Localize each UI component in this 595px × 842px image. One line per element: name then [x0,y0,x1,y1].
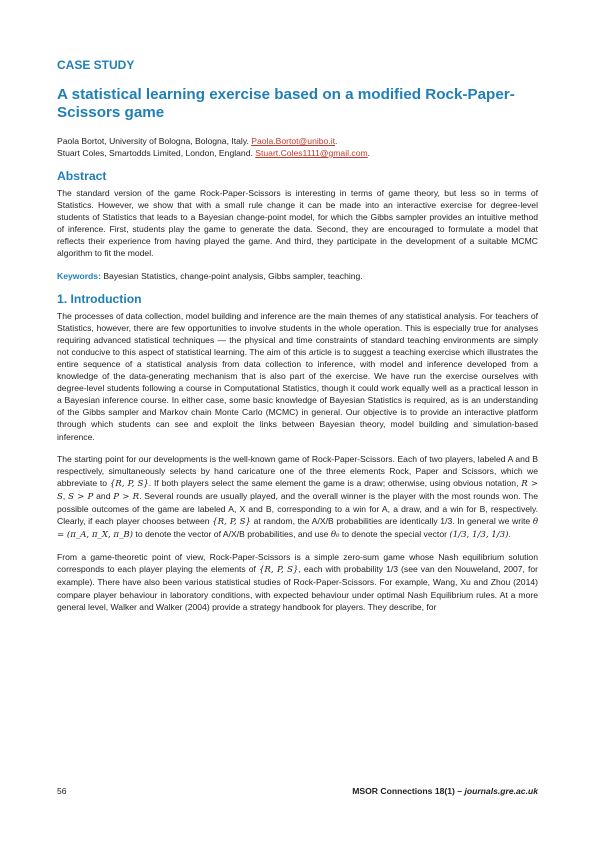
page-number: 56 [57,786,67,796]
text-run: The starting point for our developments is the well-known game of Rock-Paper-Scissors. Each of two players, labeled A and B respectively, simultaneously selects by hand caricature one of the three elements Rock, Paper and Scissors, which we abbreviate to [57,453,538,488]
intro-paragraph-2: The starting point for our developments is the well-known game of Rock-Paper-Scissors. Each of two players, labeled A and B respectively, simultaneously selects by hand caricature one of the three elements Rock, Paper and Scissors, which we abbreviate to {R, P, S}. If both players select the same element the game is a draw; otherwise, using obvious notation, R > S, S > P and P > R. Several rounds are usually played, and the overall winner is the player with the most rounds won. The possible outcomes of the game are labeled A, X and B, corresponding to a win for A, a draw, and a win for B, respectively. Clearly, if each player chooses between {R, P, S} at random, the A/X/B probabilities are identically 1/3. In general we write θ = (π_A, π_X, π_B) to denote the vector of A/X/B probabilities, and use θ₀ to denote the special vector (1/3, 1/3, 1/3). [57,453,539,541]
math-vector: (1/3, 1/3, 1/3) [449,530,509,541]
author-affiliation: Paola Bortot, University of Bologna, Bologna, Italy. [57,136,249,146]
keywords-label: Keywords: [57,270,101,281]
case-study-label: CASE STUDY [57,58,135,72]
math-theta0: θ₀ [330,530,340,541]
journal-name: MSOR Connections 18(1) – [352,786,465,796]
author-email-link[interactable]: Stuart.Coles1111@gmail.com [255,148,368,158]
text-run: . If both players select the same element the game is a draw; otherwise, using obvious notation, [148,477,522,488]
author-affiliation: Stuart Coles, Smartodds Limited, London, England. [57,148,253,158]
author-line-1: Paola Bortot, University of Bologna, Bologna, Italy. Paola.Bortot@unibo.it. [57,136,338,146]
intro-paragraph-1: The processes of data collection, model building and inference are the main themes of any statistical analysis. For teachers of Statistics, however, there are few opportunities to involve students in the whole operation. This is especially true for analyses requiring advanced statistical techniques — the physical and time constraints of standard teaching environments are simply not conducive to this aspect of statistical learning. The aim of this article is to suggest a teaching exercise which illustrates the entire sequence of a statistical analysis from data collection to inference, with model and inference developed from a knowledge of the data-generating mechanism that is also part of the exercise. We have run the exercise ourselves with degree-level students following a course in Computational Statistics, though it could work equally well as a practical lesson in a Bayesian inference course. In either case, some basic knowledge of Bayesian Statistics is required, as is an understanding of the Gibbs sampler and Markov chain Monte Carlo (MCMC) in general. Our objective is to provide an interactive platform through which students can see and exploit the links between Bayesian theory, model building and simulation-based inference. [57,310,538,442]
math-theta: θ = (π_A, π_X, π_B) [57,517,538,541]
intro-paragraph-3 [57,551,538,612]
math-set: {R, P, S} [258,565,299,576]
math-relation: R > S [57,478,539,502]
keywords-text: Bayesian Statistics, change-point analysis, Gibbs sampler, teaching. [103,270,363,281]
text-run: From a game-theoretic point of view, Rock-Paper-Scissors is a simple zero-sum game whose Nash equilibrium solution corresponds to each player playing the elements of [57,552,538,575]
text-run: to denote the special vector [339,529,450,540]
journal-citation [352,786,538,796]
abstract-heading: Abstract [57,169,107,183]
math-relation: S > P [68,491,94,502]
text-run: and [93,490,114,501]
text-run: to denote the vector of A/X/B probabilities, and use [133,529,331,540]
keywords [57,270,538,282]
text-run: . Several rounds are usually played, and the overall winner is the player with the most rounds won. The possible outcomes of the game are labeled A, X and B, corresponding to a win for A, a draw, and a win for B, respectively. Clearly, if each player chooses between [57,490,538,527]
author-line-2: Stuart Coles, Smartodds Limited, London, England. Stuart.Coles1111@gmail.com. [57,148,371,158]
math-set: {R, P, S} [212,517,251,528]
author-email-link[interactable]: Paola.Bortot@unibo.it [251,136,335,146]
abstract-text: The standard version of the game Rock-Paper-Scissors is interesting in terms of game theory, but less so in terms of Statistics. However, we show that with a small rule change it can be made into an interactive exercise for degree-level students of Statistics that leads to a Bayesian change-point model, for which the Gibbs sampler provides an intuitive method of inference. First, students play the game to generate the data. Second, they are encouraged to formulate a model that reflects their experience from having played the game. And third, they participate in the development of a suitable MCMC algorithm to fit the model. [57,188,538,259]
text-run: at random, the A/X/B probabilities are identically 1/3. In general we write [250,516,533,527]
journal-site: journals.gre.ac.uk [464,786,538,796]
page-content [57,58,538,623]
text-run: , each with probability 1/3 (see van den Nouweland, 2007, for example). There have also been various statistical studies of Rock-Paper-Scissors. For example, Wang, Xu and Zhou (2014) compare player behaviour in laboratory conditions, with expected behaviour under optimal Nash Equilibrium rules. At a more general level, Walker and Walker (2004) provide a strategy handbook for players. They describe, for [57,564,538,612]
math-set: {R, P, S} [109,478,149,489]
author-list [57,135,538,159]
article-title: A statistical learning exercise based on a modified Rock-Paper-Scissors game [57,86,515,121]
introduction-heading: 1. Introduction [57,291,142,306]
math-relation: P > R [113,491,140,502]
